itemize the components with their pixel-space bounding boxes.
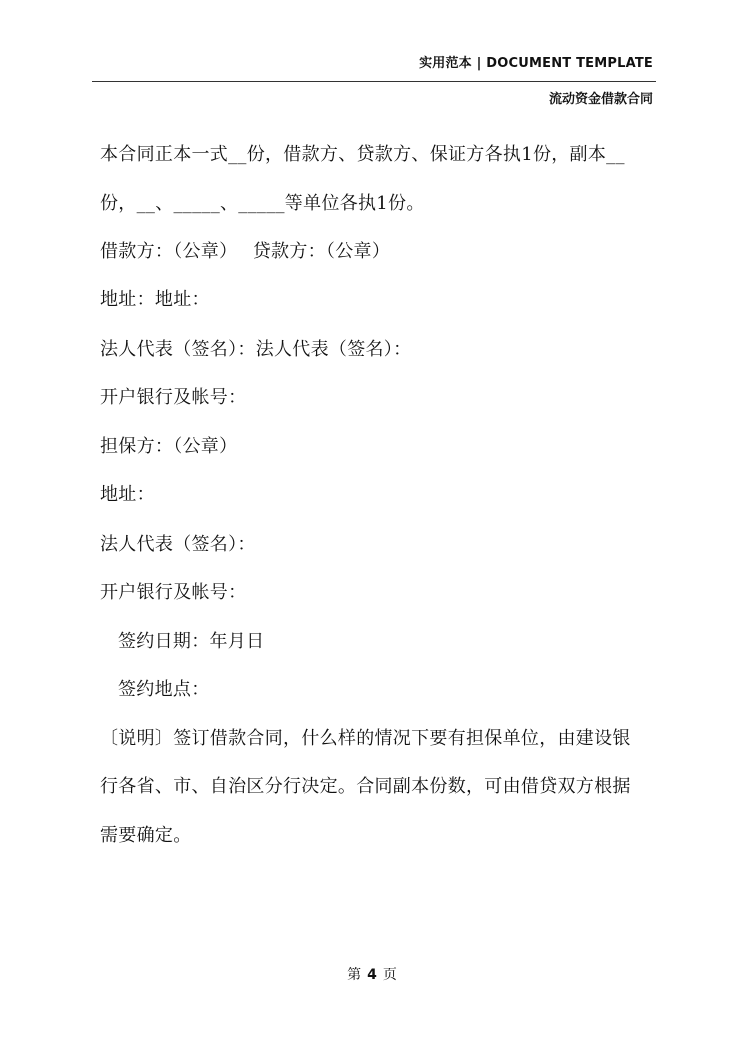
body-line: 法人代表（签名）：法人代表（签名）： bbox=[100, 339, 412, 360]
body-line: 签约地点： bbox=[118, 679, 210, 700]
body-line: 开户银行及帐号： bbox=[100, 582, 247, 603]
footer-suffix: 页 bbox=[382, 967, 397, 983]
body-line: 开户银行及帐号： bbox=[100, 387, 247, 408]
header-divider bbox=[92, 81, 656, 82]
body-line: 需要确定。 bbox=[100, 825, 192, 846]
page-footer bbox=[0, 964, 744, 984]
page-number: 4 bbox=[367, 967, 377, 983]
body-line: 借款方：（公章） 贷款方：（公章） bbox=[100, 241, 391, 262]
body-line: 份，__、_____、_____等单位各执1份。 bbox=[100, 193, 425, 214]
body-line: 地址：地址： bbox=[100, 289, 210, 310]
header-title: 实用范本 | DOCUMENT TEMPLATE bbox=[419, 56, 653, 71]
header-subtitle: 流动资金借款合同 bbox=[548, 92, 653, 107]
body-line: 行各省、市、自治区分行决定。合同副本份数，可由借贷双方根据 bbox=[100, 776, 631, 797]
footer-prefix: 第 bbox=[347, 967, 362, 983]
body-line: 地址： bbox=[100, 484, 155, 505]
body-line: 本合同正本一式__份，借款方、贷款方、保证方各执1份，副本__ bbox=[100, 144, 625, 165]
body-line: 法人代表（签名）： bbox=[100, 534, 256, 555]
body-line: 签约日期：年月日 bbox=[118, 631, 265, 652]
body-line: 〔说明〕签订借款合同，什么样的情况下要有担保单位，由建设银 bbox=[100, 728, 631, 749]
body-line: 担保方：（公章） bbox=[100, 436, 238, 457]
